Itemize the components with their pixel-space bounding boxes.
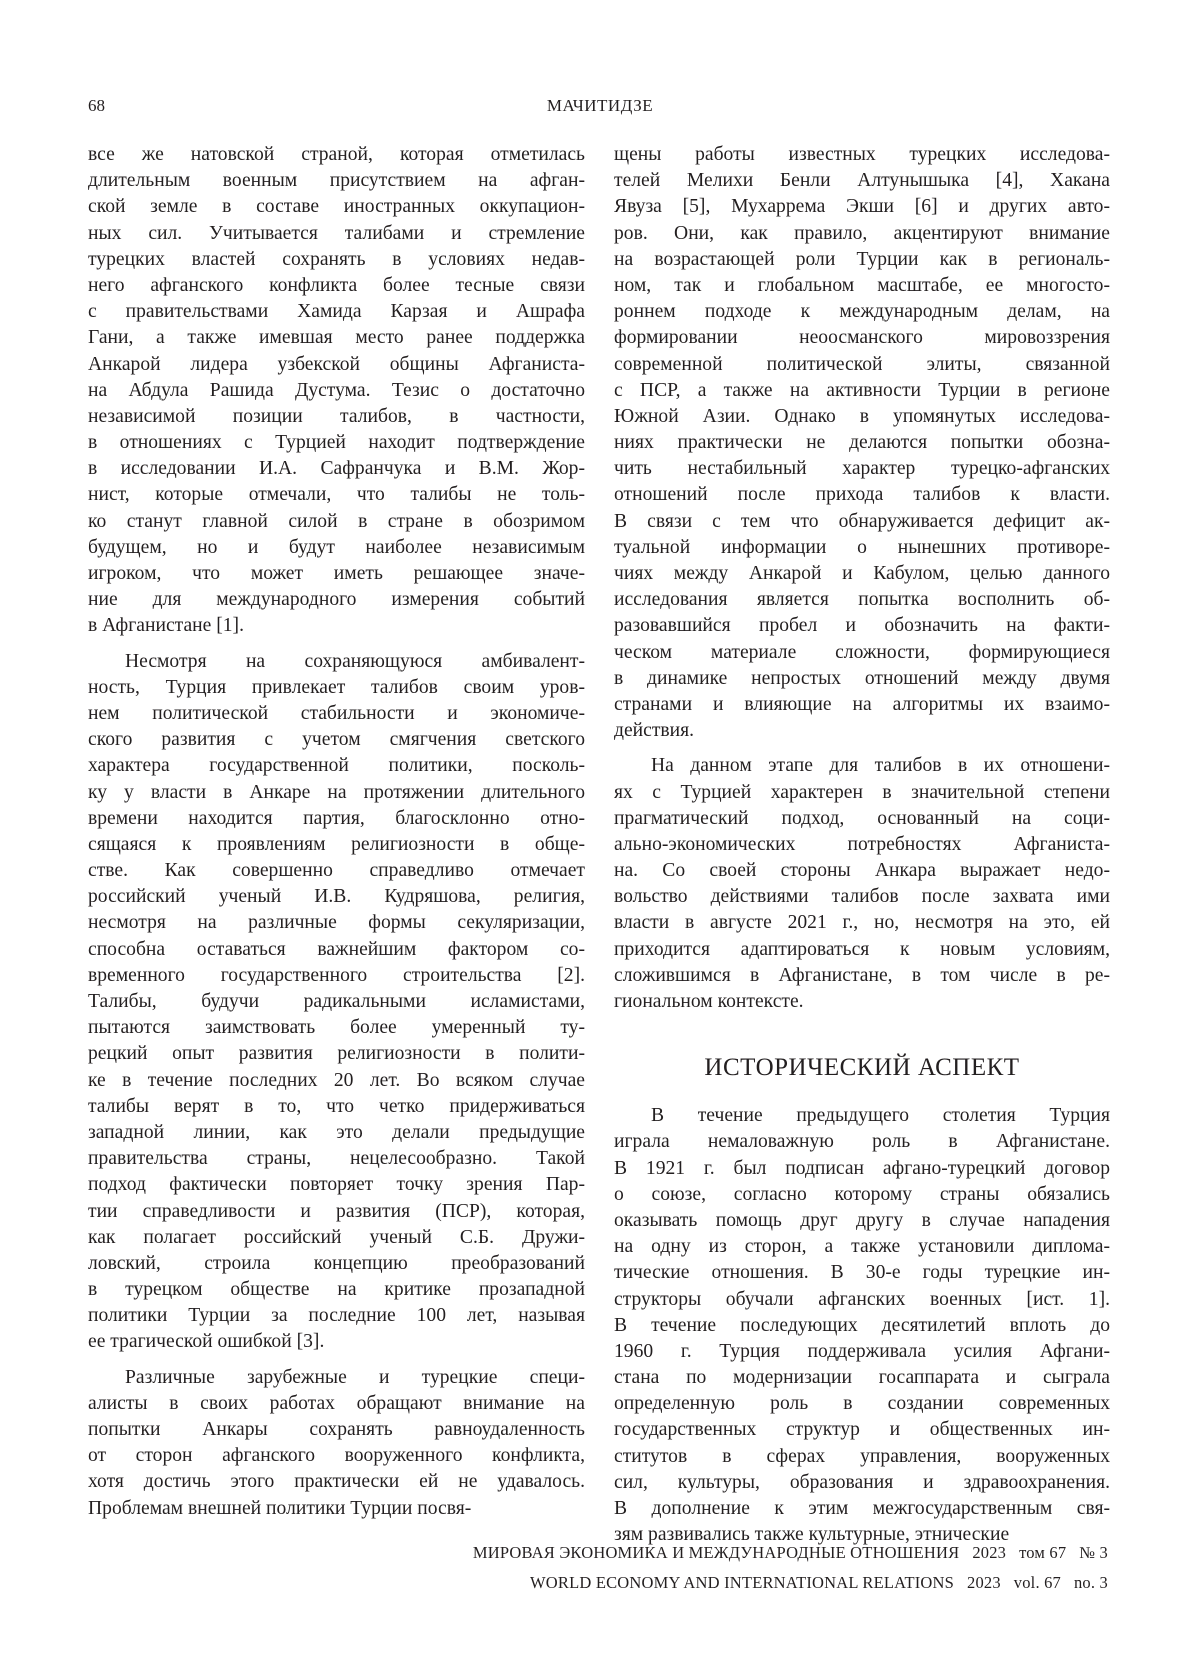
text-line: ров. Они, как правило, акцентируют внимание [614, 221, 1110, 247]
text-line: гиональном контексте. [614, 989, 1110, 1015]
text-line: Гани, а также имевшая место ранее поддержка [88, 325, 585, 351]
text-line: независимой позиции талибов, в частности, [88, 404, 585, 430]
text-line: чить нестабильный характер турецко-афганских [614, 456, 1110, 482]
footer-journal-en: WORLD ECONOMY AND INTERNATIONAL RELATIONS 2023 vol. 67 no. 3 [530, 1573, 1108, 1593]
text-line: 1960 г. Турция поддерживала усилия Афгани- [614, 1339, 1110, 1365]
text-line: отношений после прихода талибов к власти. [614, 482, 1110, 508]
text-line: ных сил. Учитывается талибами и стремление [88, 221, 585, 247]
text-line: вольство действиями талибов после захвата ими [614, 884, 1110, 910]
text-line: современной политической элиты, связанной [614, 352, 1110, 378]
text-line: на Абдула Рашида Дустума. Тезис о достаточно [88, 378, 585, 404]
paragraph [88, 649, 585, 1356]
text-line: игроком, что может иметь решающее значе- [88, 561, 585, 587]
text-line: с ПСР, а также на активности Турции в регионе [614, 378, 1110, 404]
text-line: политики Турции за последние 100 лет, называя [88, 1303, 585, 1329]
text-line: времени находится партия, благосклонно отно- [88, 806, 585, 832]
section-heading: ИСТОРИЧЕСКИЙ АСПЕКТ [614, 1053, 1110, 1083]
footer-journal-ru: МИРОВАЯ ЭКОНОМИКА И МЕЖДУНАРОДНЫЕ ОТНОШЕНИЯ 2023 том 67 № 3 [473, 1543, 1108, 1563]
text-line: власти в августе 2021 г., но, несмотря на это, ей [614, 910, 1110, 936]
text-line: В дополнение к этим межгосударственным свя- [614, 1496, 1110, 1522]
text-line: длительным военным присутствием на афган- [88, 168, 585, 194]
text-line: щены работы известных турецких исследова- [614, 142, 1110, 168]
right-column-intro [614, 142, 1110, 1015]
text-line: ях с Турцией характерен в значительной степени [614, 780, 1110, 806]
text-line: странами и влияющие на алгоритмы их взаимо- [614, 692, 1110, 718]
text-line: в динамике непростых отношений между двумя [614, 666, 1110, 692]
text-line: как полагает российский ученый С.Б. Дружи- [88, 1225, 585, 1251]
paragraph [614, 142, 1110, 744]
text-line: ческом материале сложности, формирующиеся [614, 640, 1110, 666]
text-line: о союзе, согласно которому страны обязались [614, 1182, 1110, 1208]
text-line: В связи с тем что обнаруживается дефицит ак- [614, 509, 1110, 535]
text-line: с правительствами Хамида Карзая и Ашрафа [88, 299, 585, 325]
text-line: ние для международного измерения событий [88, 587, 585, 613]
text-line: на одну из сторон, а также установили диплома- [614, 1234, 1110, 1260]
text-line: Различные зарубежные и турецкие специ- [88, 1365, 585, 1391]
text-line: временного государственного строительства [2]. [88, 963, 585, 989]
text-line: играла немаловажную роль в Афганистане. [614, 1129, 1110, 1155]
text-line: ально-экономических потребностях Афганиста- [614, 832, 1110, 858]
text-line: Несмотря на сохраняющуюся амбивалент- [88, 649, 585, 675]
text-line: ститутов в сферах управления, вооруженных [614, 1444, 1110, 1470]
text-line: приходится адаптироваться к новым условиям, [614, 937, 1110, 963]
text-line: подход фактически повторяет точку зрения Пар- [88, 1172, 585, 1198]
text-line: хотя достичь этого практически ей не удавалось. [88, 1469, 585, 1495]
text-line: нист, которые отмечали, что талибы не толь- [88, 482, 585, 508]
text-line: тические отношения. В 30-е годы турецкие ин- [614, 1260, 1110, 1286]
text-line: тии справедливости и развития (ПСР), которая, [88, 1199, 585, 1225]
text-line: рецкий опыт развития религиозности в полити- [88, 1041, 585, 1067]
text-line: него афганского конфликта более тесные связи [88, 273, 585, 299]
text-line: в турецком обществе на критике прозападной [88, 1277, 585, 1303]
right-column-section [614, 1103, 1110, 1548]
text-line: стве. Как совершенно справедливо отмечает [88, 858, 585, 884]
text-line: несмотря на различные формы секуляризации, [88, 910, 585, 936]
text-line: государственных структур и общественных ин- [614, 1417, 1110, 1443]
paragraph [614, 753, 1110, 1015]
text-line: телей Мелихи Бенли Алтунышыка [4], Хакана [614, 168, 1110, 194]
text-line: западной линии, как это делали предыдущие [88, 1120, 585, 1146]
running-head: МАЧИТИДЗЕ [450, 96, 750, 116]
text-line: роннем подходе к международным делам, на [614, 299, 1110, 325]
right-column [614, 142, 1110, 1557]
text-line: чиях между Анкарой и Кабулом, целью данного [614, 561, 1110, 587]
text-line: туальной информации о нынешних противоре- [614, 535, 1110, 561]
text-line: турецких властей сохранять в условиях недав- [88, 247, 585, 273]
text-line: формировании неоосманского мировоззрения [614, 325, 1110, 351]
text-line: Проблемам внешней политики Турции посвя- [88, 1496, 585, 1522]
text-line: на возрастающей роли Турции как в региональ- [614, 247, 1110, 273]
text-line: алисты в своих работах обращают внимание на [88, 1391, 585, 1417]
text-line: оказывать помощь друг другу в случае нападения [614, 1208, 1110, 1234]
text-line: ее трагической ошибкой [3]. [88, 1329, 585, 1355]
text-line: Явуза [5], Мухаррема Экши [6] и других авто- [614, 194, 1110, 220]
page-number: 68 [88, 96, 105, 116]
paragraph [614, 1103, 1110, 1548]
text-line: определенную роль в создании современных [614, 1391, 1110, 1417]
text-line: сил, культуры, образования и здравоохранения. [614, 1470, 1110, 1496]
text-line: исследования является попытка восполнить об- [614, 587, 1110, 613]
text-line: ниях практически не делаются попытки обозна- [614, 430, 1110, 456]
text-line: ского развития с учетом смягчения светского [88, 727, 585, 753]
text-line: в отношениях с Турцией находит подтверждение [88, 430, 585, 456]
text-line: на. Со своей стороны Анкара выражает недо- [614, 858, 1110, 884]
text-line: ность, Турция привлекает талибов своим уров- [88, 675, 585, 701]
text-line: сящаяся к проявлениям религиозности в обще- [88, 832, 585, 858]
text-line: ко станут главной силой в стране в обозримом [88, 509, 585, 535]
text-line: правительства страны, нецелесообразно. Такой [88, 1146, 585, 1172]
paragraph [88, 1365, 585, 1522]
text-line: В 1921 г. был подписан афгано-турецкий договор [614, 1156, 1110, 1182]
text-line: ловский, строила концепцию преобразований [88, 1251, 585, 1277]
text-line: способна оставаться важнейшим фактором со- [88, 937, 585, 963]
text-line: попытки Анкары сохранять равноудаленность [88, 1417, 585, 1443]
text-line: в исследовании И.А. Сафранчука и В.М. Жор- [88, 456, 585, 482]
text-line: в Афганистане [1]. [88, 613, 585, 639]
left-column [88, 142, 585, 1531]
text-line: Анкарой лидера узбекской общины Афганиста- [88, 352, 585, 378]
text-line: пытаются заимствовать более умеренный ту- [88, 1015, 585, 1041]
text-line: нем политической стабильности и экономиче- [88, 701, 585, 727]
text-line: Южной Азии. Однако в упомянутых исследова- [614, 404, 1110, 430]
text-line: действия. [614, 718, 1110, 744]
text-line: российский ученый И.В. Кудряшова, религия, [88, 884, 585, 910]
text-line: будущем, но и будут наиболее независимым [88, 535, 585, 561]
text-line: ской земле в составе иностранных оккупацион- [88, 194, 585, 220]
text-line: В течение предыдущего столетия Турция [614, 1103, 1110, 1129]
text-line: ке в течение последних 20 лет. Во всяком случае [88, 1068, 585, 1094]
text-line: ном, так и глобальном масштабе, ее многосто- [614, 273, 1110, 299]
text-line: зям развивались также культурные, этнические [614, 1522, 1110, 1548]
text-line: В течение последующих десятилетий вплоть до [614, 1313, 1110, 1339]
text-line: На данном этапе для талибов в их отношени- [614, 753, 1110, 779]
text-line: талибы верят в то, что четко придерживаться [88, 1094, 585, 1120]
text-line: прагматический подход, основанный на соци- [614, 806, 1110, 832]
text-line: от сторон афганского вооруженного конфликта, [88, 1443, 585, 1469]
text-line: структоры обучали афганских военных [ист. 1]. [614, 1287, 1110, 1313]
text-line: Талибы, будучи радикальными исламистами, [88, 989, 585, 1015]
text-line: сложившимся в Афганистане, в том числе в ре- [614, 963, 1110, 989]
paragraph [88, 142, 585, 640]
text-line: все же натовской страной, которая отметилась [88, 142, 585, 168]
text-line: стана по модернизации госаппарата и сыграла [614, 1365, 1110, 1391]
text-line: характера государственной политики, посколь- [88, 753, 585, 779]
text-line: разовавшийся пробел и обозначить на факти- [614, 613, 1110, 639]
text-line: ку у власти в Анкаре на протяжении длительного [88, 780, 585, 806]
